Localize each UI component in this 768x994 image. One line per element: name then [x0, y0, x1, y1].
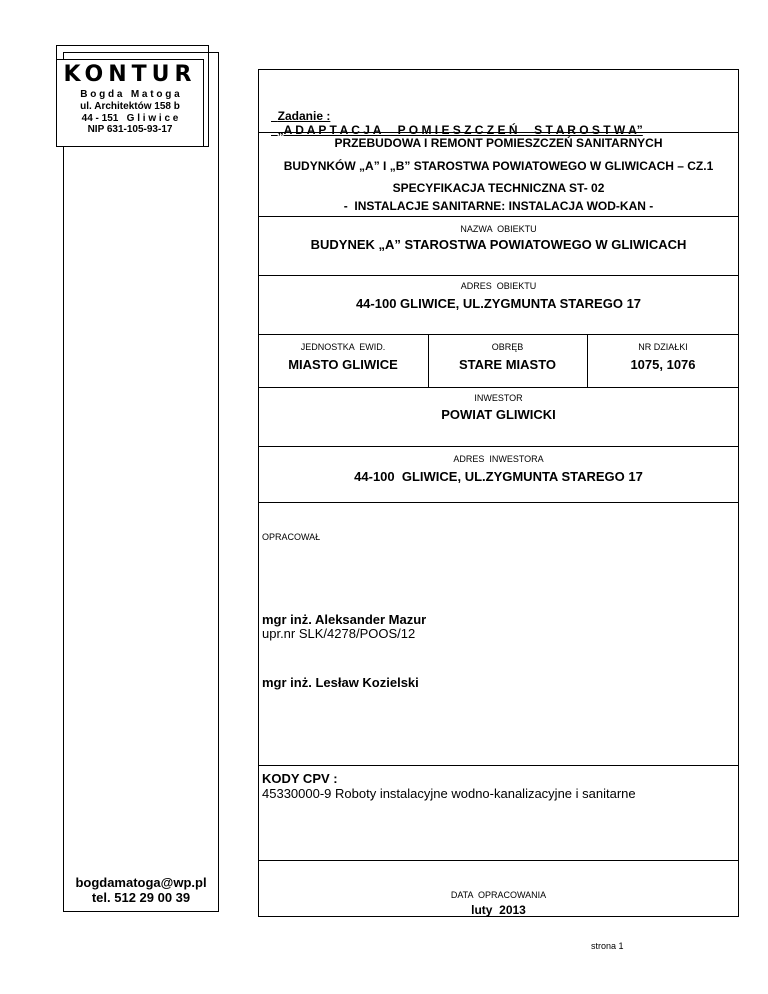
- obiekt-value: BUDYNEK „A” STAROSTWA POWIATOWEGO W GLIWICACH: [310, 237, 687, 252]
- inwestor-value: POWIAT GLIWICKI: [441, 407, 556, 422]
- inwestor-label: INWESTOR: [474, 393, 523, 403]
- adres-inwestora-label: ADRES INWESTORA: [453, 454, 544, 464]
- adres-inwestora-value: 44-100 GLIWICE, UL.ZYGMUNTA STAREGO 17: [354, 469, 643, 484]
- title-line-1: PRZEBUDOWA I REMONT POMIESZCZEŃ SANITARNYCH: [334, 136, 663, 150]
- obreb-label: OBRĘB: [491, 342, 524, 352]
- left-column-box: [63, 52, 219, 912]
- company-owner: B o g d a M a t o g a: [80, 89, 180, 100]
- zadanie-value: „A D A P T A C J A P O M I E S Z C Z E Ń S T A R O S T W A”: [277, 123, 643, 137]
- jednostka-value: MIASTO GLIWICE: [288, 357, 398, 372]
- page-number: strona 1: [591, 941, 624, 951]
- divider: [258, 765, 739, 766]
- cpv-label: KODY CPV :: [262, 771, 338, 786]
- cpv-value: 45330000-9 Roboty instalacyjne wodno-kanalizacyjne i sanitarne: [262, 786, 636, 801]
- zadanie-prefix: Zadanie :: [277, 109, 331, 123]
- title-line-3: SPECYFIKACJA TECHNICZNA ST- 02: [392, 181, 605, 195]
- person1-license: upr.nr SLK/4278/POOS/12: [262, 626, 416, 641]
- company-city: 44 - 151 G l i w i c e: [81, 113, 179, 124]
- company-nip: NIP 631-105-93-17: [87, 124, 173, 135]
- company-phone: tel. 512 29 00 39: [91, 890, 191, 905]
- title-line-4: - INSTALACJE SANITARNE: INSTALACJA WOD-KAN -: [343, 199, 654, 213]
- divider: [258, 275, 739, 276]
- divider: [258, 446, 739, 447]
- obiekt-label: NAZWA OBIEKTU: [460, 224, 537, 234]
- person2-name: mgr inż. Lesław Kozielski: [262, 675, 419, 690]
- data-value: luty 2013: [471, 903, 526, 917]
- adres-obiektu-value: 44-100 GLIWICE, UL.ZYGMUNTA STAREGO 17: [355, 296, 642, 311]
- company-name: KONTUR: [63, 62, 197, 87]
- jednostka-label: JEDNOSTKA EWID.: [300, 342, 386, 352]
- zadanie-row: [271, 95, 731, 137]
- company-email: bogdamatoga@wp.pl: [75, 875, 207, 890]
- divider: [258, 216, 739, 217]
- dzialki-label: NR DZIAŁKI: [638, 342, 688, 352]
- person1-name: mgr inż. Aleksander Mazur: [262, 612, 427, 627]
- divider: [258, 334, 739, 335]
- divider: [258, 387, 739, 388]
- data-label: DATA OPRACOWANIA: [450, 890, 547, 900]
- divider: [258, 502, 739, 503]
- title-line-2: BUDYNKÓW „A” I „B” STAROSTWA POWIATOWEGO W GLIWICACH – CZ.1: [283, 159, 714, 173]
- adres-obiektu-label: ADRES OBIEKTU: [460, 281, 537, 291]
- obreb-value: STARE MIASTO: [458, 357, 557, 372]
- divider: [258, 860, 739, 861]
- opracowal-label: OPRACOWAŁ: [262, 532, 321, 542]
- dzialki-value: 1075, 1076: [630, 357, 696, 372]
- company-street: ul. Architektów 158 b: [80, 101, 180, 112]
